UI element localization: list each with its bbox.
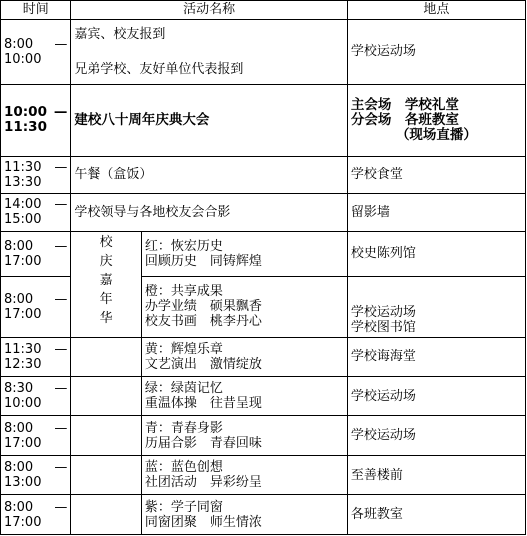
- time-end: 17:00: [4, 306, 42, 322]
- activity-line: 橙：共享成果: [144, 284, 223, 300]
- activity-cell: [71, 85, 347, 157]
- location-cell: [347, 337, 525, 376]
- time-start: 10:00: [4, 104, 47, 121]
- time-end: 12:30: [4, 356, 42, 372]
- time-cell: [1, 277, 71, 337]
- location-line: 各班教室: [350, 507, 403, 523]
- activity-line: 黄：辉煌乐章: [144, 341, 223, 357]
- activity-line: 青：青春身影: [144, 420, 223, 436]
- activity-line: 办学业绩 硕果飘香: [144, 299, 262, 315]
- carnival-char: 年: [99, 291, 113, 307]
- location-line: 留影墙: [350, 204, 390, 220]
- table-row: [1, 194, 526, 231]
- time-start: 8:00: [4, 36, 34, 52]
- location-cell: [347, 231, 525, 277]
- activity-cell: [141, 231, 347, 277]
- activity-line: 红：恢宏历史: [144, 238, 223, 254]
- activity-line: 建校八十周年庆典大会: [74, 111, 210, 128]
- table-row: [1, 495, 526, 535]
- activity-cell: [141, 337, 347, 376]
- time-cell: [1, 156, 71, 193]
- time-cell: [1, 455, 71, 494]
- time-start: 8:00: [4, 499, 34, 515]
- spacer-cell: [71, 416, 141, 455]
- activity-line: 回顾历史 同铸辉煌: [144, 253, 262, 269]
- location-line: 学校图书馆: [350, 319, 416, 335]
- location-cell: [347, 277, 525, 337]
- location-line: 学校食堂: [350, 167, 403, 183]
- table-row: [1, 85, 526, 157]
- location-line: 学校运动场: [350, 428, 416, 444]
- location-line: 学校运动场: [350, 304, 416, 320]
- activity-cell: [141, 377, 347, 416]
- time-dash: —: [54, 291, 68, 307]
- table-row: [1, 156, 526, 193]
- time-start: 11:30: [4, 341, 42, 357]
- location-cell: [347, 19, 525, 84]
- activity-line: 社团活动 异彩纷呈: [144, 475, 262, 491]
- location-cell: [347, 377, 525, 416]
- activity-cell: [141, 416, 347, 455]
- table-row: [1, 337, 526, 376]
- location-line: 学校运动场: [350, 388, 416, 404]
- time-cell: [1, 19, 71, 84]
- time-dash: —: [54, 238, 68, 254]
- time-cell: [1, 231, 71, 277]
- time-cell: [1, 337, 71, 376]
- location-line: （现场直播）: [395, 126, 477, 143]
- time-end: 10:00: [4, 51, 42, 67]
- location-line: 至善楼前: [350, 467, 403, 483]
- activity-line: 历届合影 青春回味: [144, 435, 262, 451]
- time-end: 13:30: [4, 174, 42, 190]
- activity-cell: [71, 194, 347, 231]
- activity-line: 绿：绿茵记忆: [144, 381, 223, 397]
- carnival-char: 华: [99, 310, 113, 326]
- time-end: 17:00: [4, 435, 42, 451]
- carnival-char: 嘉: [99, 272, 113, 288]
- location-line: 学校运动场: [350, 44, 416, 60]
- activity-line: 午餐（盒饭）: [74, 167, 153, 183]
- time-cell: [1, 416, 71, 455]
- table-row: [1, 377, 526, 416]
- location-cell: [347, 85, 525, 157]
- time-end: 13:00: [4, 475, 42, 491]
- table-row: [1, 231, 526, 277]
- time-start: 8:00: [4, 291, 34, 307]
- time-end: 11:30: [4, 119, 47, 136]
- activity-line: 文艺演出 激情绽放: [144, 356, 262, 372]
- time-dash: —: [54, 159, 68, 175]
- time-start: 14:00: [4, 197, 42, 213]
- activity-cell: [71, 19, 347, 84]
- location-cell: [347, 416, 525, 455]
- header-location: 地点: [347, 1, 525, 20]
- time-start: 8:00: [4, 460, 34, 476]
- location-line: 分会场 各班教室: [350, 111, 459, 128]
- activity-line: 校友书画 桃李丹心: [144, 314, 262, 330]
- time-end: 15:00: [4, 212, 42, 228]
- time-dash: —: [54, 36, 68, 52]
- location-cell: [347, 495, 525, 535]
- header-time: 时间: [1, 1, 71, 20]
- time-start: 8:30: [4, 381, 34, 397]
- location-line: 学校诲海堂: [350, 349, 416, 365]
- spacer-cell: [71, 455, 141, 494]
- time-cell: [1, 85, 71, 157]
- activity-line: 兄弟学校、友好单位代表报到: [74, 61, 244, 77]
- activity-cell: [71, 156, 347, 193]
- time-start: 8:00: [4, 420, 34, 436]
- time-dash: —: [54, 341, 68, 357]
- activity-line: 重温体操 往昔呈现: [144, 396, 262, 412]
- spacer-cell: [71, 377, 141, 416]
- location-cell: [347, 194, 525, 231]
- time-start: 11:30: [4, 159, 42, 175]
- activity-cell: [141, 495, 347, 535]
- header-activity: 活动名称: [71, 1, 347, 20]
- time-cell: [1, 194, 71, 231]
- activity-cell: [141, 455, 347, 494]
- time-end: 10:00: [4, 396, 42, 412]
- time-start: 8:00: [4, 238, 34, 254]
- time-dash: —: [54, 420, 68, 436]
- time-dash: —: [54, 460, 68, 476]
- time-cell: [1, 495, 71, 535]
- spacer-cell: [71, 495, 141, 535]
- activity-line: 蓝：蓝色创想: [144, 460, 223, 476]
- location-cell: [347, 156, 525, 193]
- activity-cell: [141, 277, 347, 337]
- time-cell: [1, 377, 71, 416]
- table-row: [1, 416, 526, 455]
- spacer-cell: [71, 337, 141, 376]
- time-dash: —: [54, 499, 68, 515]
- activity-line: 学校领导与各地校友会合影: [74, 204, 231, 220]
- time-dash: —: [54, 381, 68, 397]
- carnival-char: 庆: [99, 253, 113, 269]
- time-end: 17:00: [4, 514, 42, 530]
- time-dash: —: [54, 197, 68, 213]
- carnival-label-cell: [71, 231, 141, 337]
- time-end: 17:00: [4, 253, 42, 269]
- carnival-char: 校: [99, 234, 113, 250]
- location-line: 主会场 学校礼堂: [350, 96, 459, 113]
- location-line: 校史陈列馆: [350, 246, 416, 262]
- activity-line: 同窗团聚 师生情浓: [144, 514, 262, 530]
- activity-line: 嘉宾、校友报到: [74, 26, 166, 42]
- location-cell: [347, 455, 525, 494]
- time-dash: —: [53, 104, 68, 121]
- table-row: [1, 19, 526, 84]
- header-row: [1, 1, 526, 20]
- activity-line: 紫：学子同窗: [144, 499, 223, 515]
- table-row: [1, 455, 526, 494]
